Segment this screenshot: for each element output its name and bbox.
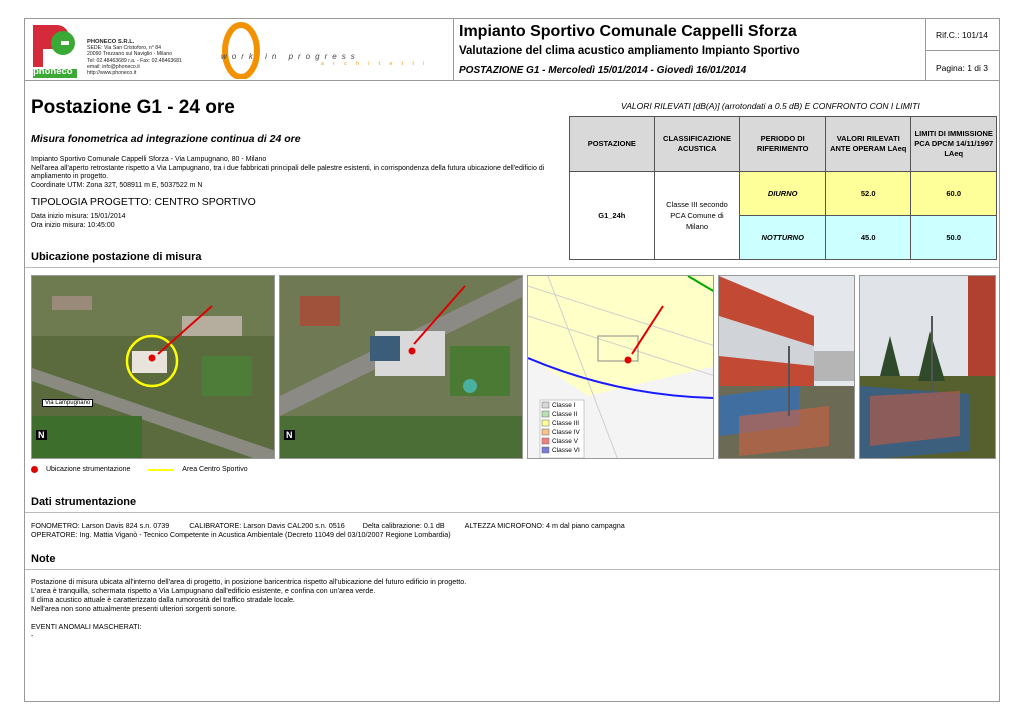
limit-day: 60.0 [911, 172, 997, 216]
section-divider [25, 569, 999, 570]
wip-architetti-logo-icon [197, 21, 447, 79]
header-divider [453, 19, 454, 81]
wip-logo-line2: a r c h i t e t t i [321, 61, 429, 67]
microphone-height: ALTEZZA MICROFONO: 4 m dal piano campagna [464, 521, 625, 530]
table-caption: VALORI RILEVATI [dB(A)] (arrotondati a 0.5 dB) E CONFRONTO CON I LIMITI [621, 101, 920, 111]
results-table [569, 116, 997, 260]
class-legend-item: Classe IV [552, 429, 580, 436]
instruments-row [31, 521, 625, 530]
sound-level-meter: FONOMETRO: Larson Davis 824 s.n. 0739 [31, 521, 170, 530]
phoneco-logo-text: phoneco [33, 66, 73, 77]
station-id: G1_24h [570, 172, 655, 260]
table-header: PERIODO DI RIFERIMENTO [740, 117, 826, 172]
table-header: VALORI RILEVATI ANTE OPERAM LAeq [826, 117, 911, 172]
class-legend-item: Classe I [552, 402, 576, 409]
class-legend-item: Classe III [552, 420, 580, 427]
site-coordinates: Coordinate UTM: Zona 32T, 508911 m E, 5037522 m N [31, 181, 203, 189]
legend-area-label: Area Centro Sportivo [182, 466, 248, 473]
measure-type: Misura fonometrica ad integrazione continua di 24 ore [31, 133, 301, 145]
note-line: Nell'area non sono attualmente presenti ulteriori sorgenti sonore. [31, 604, 237, 613]
site-description [31, 156, 551, 190]
area-line-icon [148, 469, 174, 471]
table-header: CLASSIFICAZIONE ACUSTICA [654, 117, 740, 172]
class-legend-item: Classe V [552, 438, 579, 445]
operator: OPERATORE: Ing. Mattia Viganò - Tecnico Competente in Acustica Ambientale (Decreto 11049 del 03/10/2007 Regione Lombardia) [31, 530, 451, 539]
acoustic-class: Classe III secondo PCA Comune di Milano [654, 172, 740, 260]
report-title: Impianto Sportivo Comunale Cappelli Sforza [459, 23, 797, 40]
period-night: NOTTURNO [740, 216, 826, 260]
start-date: Data inizio misura: 15/01/2014 [31, 213, 126, 220]
class-legend-item: Classe VI [552, 447, 580, 454]
company-email: email: info@phoneco.it [87, 63, 140, 70]
calibrator: CALIBRATORE: Larson Davis CAL200 s.n. 0516 [189, 521, 345, 530]
start-time: Ora inizio misura: 10:45:00 [31, 222, 115, 229]
site-photo [718, 275, 855, 459]
masked-events-title: EVENTI ANOMALI MASCHERATI: [31, 622, 142, 631]
site-position: Nell'area all'aperto retrostante rispetto a Via Lampugnano, tra i due fabbricati principali delle palestre esistenti, in corrispondenza della futura ubicazione dell'edificio di ampliamento in progetto. [31, 164, 545, 180]
measure-start [31, 212, 126, 230]
aerial-photo [31, 275, 275, 459]
company-info [87, 39, 182, 76]
section-divider [25, 267, 999, 268]
section-divider [25, 512, 999, 513]
header-divider [925, 50, 999, 51]
location-images [31, 275, 995, 459]
value-night: 45.0 [826, 216, 911, 260]
table-header: LIMITI DI IMMISSIONE PCA DPCM 14/11/1997 LAeq [911, 117, 997, 172]
note-line: Postazione di misura ubicata all'interno dell'area di progetto, in posizione baricentrica rispetto all'ubicazione del futuro edificio in progetto. [31, 577, 467, 586]
page-number: Pagina: 1 di 3 [936, 63, 988, 73]
notes-section-title: Note [31, 553, 56, 565]
report-header [25, 19, 999, 81]
street-label: Via Lampugnano [42, 399, 93, 407]
limit-night: 50.0 [911, 216, 997, 260]
location-section-title: Ubicazione postazione di misura [31, 251, 202, 263]
site-photo [859, 275, 996, 459]
zoning-map [527, 275, 714, 459]
class-legend [552, 401, 580, 455]
company-phone: Tel: 02.48463689 r.a. - Fax: 02.48463681 [87, 57, 182, 64]
masked-events-value: - [31, 631, 34, 640]
wip-logo-line1: work in progress [221, 52, 360, 61]
period-day: DIURNO [740, 172, 826, 216]
table-header: POSTAZIONE [570, 117, 655, 172]
aerial-photo [279, 275, 523, 459]
company-address1: SEDE: Via San Cristoforo, n° 84 [87, 45, 162, 52]
company-address2: 20090 Trezzano sul Naviglio - Milano [87, 51, 173, 58]
company-name: PHONECO S.R.L. [87, 39, 135, 45]
class-legend-item: Classe II [552, 411, 578, 418]
reference-code: Rif.C.: 101/14 [936, 30, 988, 40]
notes-body [31, 577, 466, 640]
page-title: Postazione G1 - 24 ore [31, 97, 235, 118]
project-typology: TIPOLOGIA PROGETTO: CENTRO SPORTIVO [31, 196, 256, 208]
north-arrow-icon: N [38, 430, 45, 440]
legend-station-label: Ubicazione strumentazione [45, 466, 131, 473]
note-spacer [31, 613, 466, 622]
station-line: POSTAZIONE G1 - Mercoledì 15/01/2014 - Giovedì 16/01/2014 [459, 65, 747, 76]
north-arrow-icon: N [286, 430, 293, 440]
report-page [24, 18, 1000, 702]
note-line: Il clima acustico attuale è caratterizzato dalla rumorosità del traffico stradale locale. [31, 595, 295, 604]
company-web[interactable]: http://www.phoneco.it [87, 70, 137, 77]
report-subtitle: Valutazione del clima acustico ampliamento Impianto Sportivo [459, 45, 800, 57]
value-day: 52.0 [826, 172, 911, 216]
calibration-delta: Delta calibrazione: 0.1 dB [362, 521, 445, 530]
site-address: Impianto Sportivo Comunale Cappelli Sforza - Via Lampugnano, 80 - Milano [31, 156, 267, 163]
station-marker-icon [31, 466, 38, 473]
note-line: L'area è tranquilla, schermata rispetto a Via Lampugnano dall'edificio esistente, e confina con un'area verde. [31, 586, 376, 595]
map-legend [31, 466, 248, 473]
instruments-section-title: Dati strumentazione [31, 496, 137, 508]
